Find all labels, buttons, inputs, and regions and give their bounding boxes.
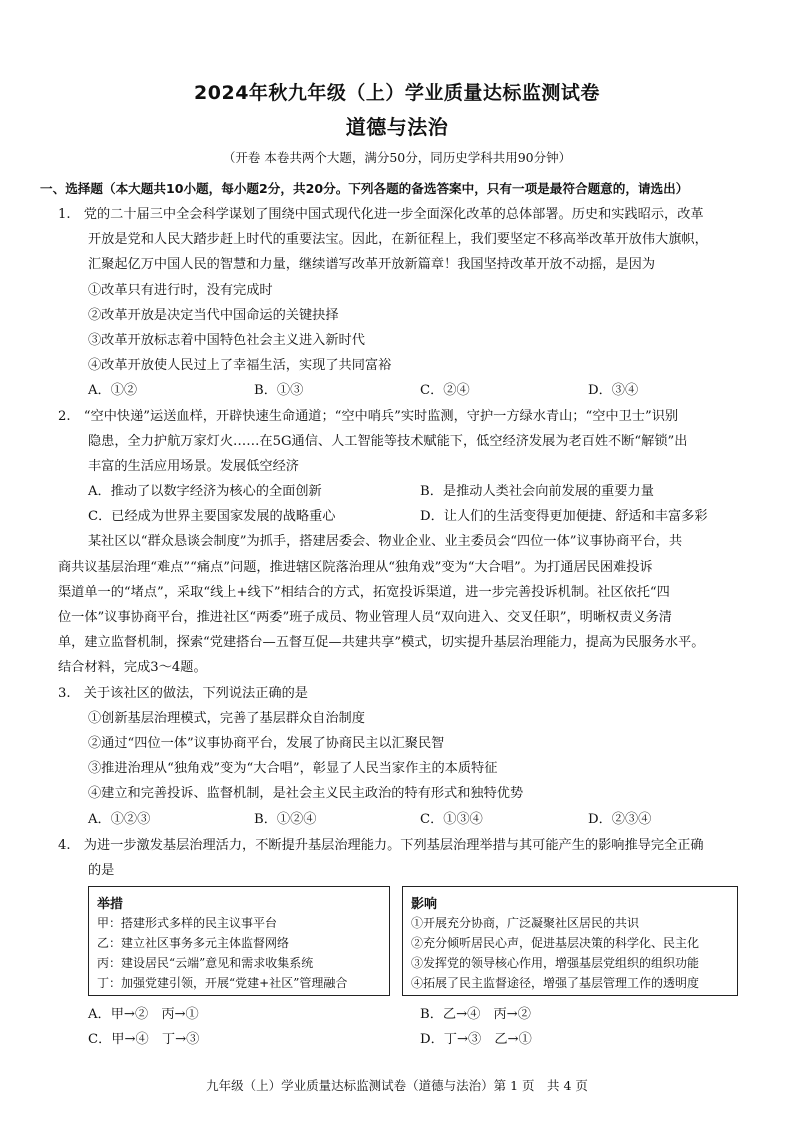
material-line: 结合材料，完成3～4题。: [58, 660, 207, 675]
measure-item: 丙：建设居民“云端”意见和需求收集系统: [97, 956, 314, 970]
q3-item: ①创新基层治理模式，完善了基层群众自治制度: [88, 711, 365, 726]
q3-item: ②通过“四位一体”议事协商平台，发展了协商民主以汇聚民智: [88, 736, 445, 751]
measures-box-title: 举措: [97, 897, 124, 912]
effect-item: ③发挥党的领导核心作用，增强基层党组织的组织功能: [411, 956, 700, 970]
q4-option-d: D．丁→③ 乙→①: [420, 1032, 532, 1047]
measures-box: [88, 886, 390, 996]
measure-item: 丁：加强党建引领，开展“党建+社区”管理融合: [97, 976, 348, 990]
q1-item: ④改革开放使人民过上了幸福生活，实现了共同富裕: [88, 358, 392, 373]
q3-stem: 3. 关于该社区的做法，下列说法正确的是: [58, 686, 308, 701]
q2-stem-line: 2. “空中快递”运送血样，开辟快速生命通道；“空中哨兵”实时监测，守护一方绿水青山；“空中卫士”识别: [58, 409, 679, 424]
q4-stem-line: 的是: [88, 863, 115, 878]
q1-stem-line: 汇聚起亿万中国人民的智慧和力量，继续谱写改革开放新篇章！我国坚持改革开放不动摇，是因为: [88, 257, 656, 272]
q2-option-d: D．让人们的生活变得更加便捷、舒适和丰富多彩: [420, 509, 708, 524]
q2-option-b: B．是推动人类社会向前发展的重要力量: [420, 484, 654, 499]
exam-note: （开卷 本卷共两个大题，满分50分，同历史学科共用90分钟）: [222, 150, 572, 165]
q1-item: ③改革开放标志着中国特色社会主义进入新时代: [88, 333, 365, 348]
material-line: 位一体”议事协商平台，推进社区“两委”班子成员、物业管理人员“双向进入、交叉任职”，明晰权责义务清: [58, 610, 672, 625]
q3-option-b: B．①②④: [254, 812, 317, 827]
q1-option-d: D．③④: [588, 383, 639, 398]
q2-option-a: A．推动了以数字经济为核心的全面创新: [88, 484, 322, 499]
subject-title: 道德与法治: [345, 115, 449, 139]
q1-stem-line: 开放是党和人民大踏步赶上时代的重要法宝。因此，在新征程上，我们要坚定不移高举改革开放伟大旗帜，: [88, 232, 708, 247]
exam-title: 2024年秋九年级（上）学业质量达标监测试卷: [194, 82, 600, 104]
q3-option-d: D．②③④: [588, 812, 652, 827]
material-line: 某社区以“群众恳谈会制度”为抓手，搭建居委会、物业企业、业主委员会“四位一体”议事协商平台，共: [88, 534, 683, 549]
q1-item: ②改革开放是决定当代中国命运的关键抉择: [88, 308, 339, 323]
q3-option-c: C．①③④: [420, 812, 483, 827]
effects-box-title: 影响: [411, 897, 438, 912]
material-line: 单，建立监督机制，探索“党建搭台—五督互促—共建共享”模式，切实提升基层治理能力，提高为民服务水平。: [58, 635, 705, 650]
q4-option-a: A．甲→② 丙→①: [88, 1007, 199, 1022]
q4-option-b: B．乙→④ 丙→②: [420, 1007, 531, 1022]
effect-item: ②充分倾听居民心声，促进基层决策的科学化、民主化: [411, 936, 700, 950]
q2-stem-line: 丰富的生活应用场景。发展低空经济: [88, 459, 299, 474]
measure-item: 甲：搭建形式多样的民主议事平台: [97, 916, 278, 930]
q1-item: ①改革只有进行时，没有完成时: [88, 283, 273, 298]
q3-item: ④建立和完善投诉、监督机制，是社会主义民主政治的特有形式和独特优势: [88, 786, 524, 801]
section-heading: 一、选择题（本大题共10小题，每小题2分，共20分。下列各题的备选答案中，只有一项是最符合题意的，请选出）: [40, 181, 689, 196]
q1-option-b: B．①③: [254, 383, 304, 398]
q3-item: ③推进治理从“独角戏”变为“大合唱”，彰显了人民当家作主的本质特征: [88, 761, 498, 776]
material-line: 商共议基层治理“难点”“痛点”问题，推进辖区院落治理从“独角戏”变为“大合唱”。为打通居民困难投诉: [58, 560, 653, 575]
q1-option-a: A．①②: [88, 383, 138, 398]
q4-option-c: C．甲→④ 丁→③: [88, 1032, 200, 1047]
measure-item: 乙：建立社区事务多元主体监督网络: [97, 936, 290, 950]
effects-box: [402, 886, 738, 996]
q3-option-a: A．①②③: [88, 812, 151, 827]
effect-item: ④拓展了民主监督途径，增强了基层管理工作的透明度: [411, 976, 700, 990]
q2-stem-line: 隐患，全力护航万家灯火……在5G通信、人工智能等技术赋能下，低空经济发展为老百姓不断“解锁”出: [88, 434, 688, 449]
q2-option-c: C．已经成为世界主要国家发展的战略重心: [88, 509, 336, 524]
q4-stem-line: 4. 为进一步激发基层治理活力，不断提升基层治理能力。下列基层治理举措与其可能产生的影响推导完全正确: [58, 838, 704, 853]
page-footer: 九年级（上）学业质量达标监测试卷（道德与法治）第 1 页 共 4 页: [206, 1078, 588, 1093]
material-line: 渠道单一的“堵点”，采取“线上+线下”相结合的方式，拓宽投诉渠道，进一步完善投诉机制。社区依托“四: [58, 585, 670, 600]
q1-stem-line: 1. 党的二十届三中全会科学谋划了围绕中国式现代化进一步全面深化改革的总体部署。历史和实践昭示，改革: [58, 207, 704, 222]
effect-item: ①开展充分协商，广泛凝聚社区居民的共识: [411, 916, 640, 930]
q1-option-c: C．②④: [420, 383, 470, 398]
